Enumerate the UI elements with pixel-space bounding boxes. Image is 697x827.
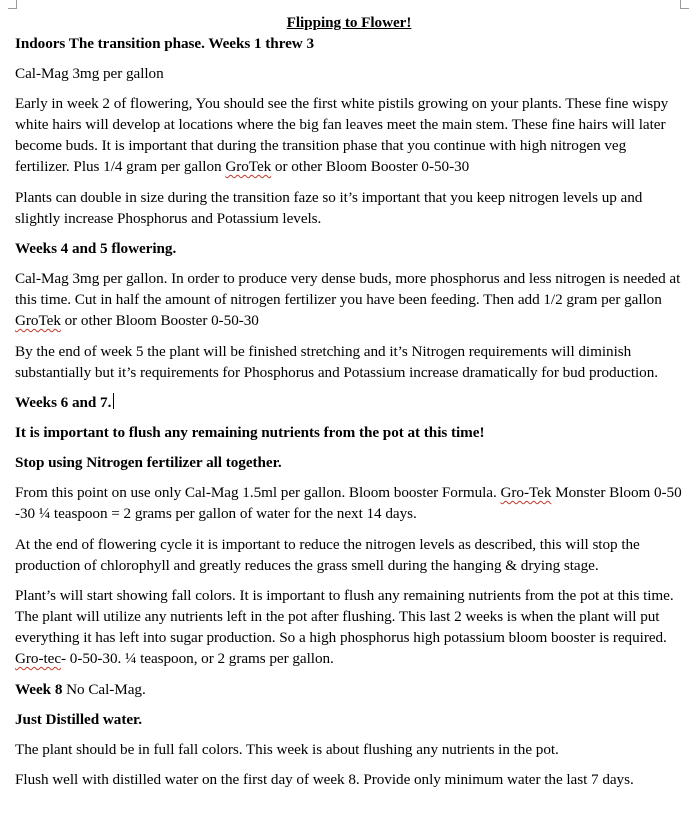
page-corner-mark-left <box>8 0 17 9</box>
document-body[interactable] <box>15 12 683 799</box>
spelling-flag-gro-tek: Gro-Tek <box>500 484 552 501</box>
paragraph-distilled-water: Just Distilled water. <box>15 710 143 728</box>
paragraph-week-8: Week 8 No Cal-Mag. <box>15 680 146 698</box>
paragraph-week-2-pistils: Early in week 2 of flowering, You should see the first white pistils growing on your plants. These fine wispy white hairs will develop at locations where the big fan leaves meet the main stem. These fine hairs will later become buds. It is important that during the transition phase that you continue with high nitrogen veg fertilizer. Plus 1/4 gram per gallon GroTek or other Bloom Booster 0-50-30 <box>15 95 669 175</box>
paragraph-calmag-3mg: Cal-Mag 3mg per gallon <box>15 65 164 82</box>
paragraph-week-5-stretching: By the end of week 5 the plant will be finished stretching and it’s Nitrogen requirements will diminish substantially but it’s requirements for Phosphorus and Potassium increase dramatically for bud production. <box>15 342 659 381</box>
paragraph-bloom-booster-formula: From this point on use only Cal-Mag 1.5ml per gallon. Bloom booster Formula. Gro-Tek Monster Bloom 0-50 -30 ¼ teaspoon = 2 grams per gallon of water for the next 14 days. <box>15 484 682 522</box>
paragraph-fall-colors: Plant’s will start showing fall colors. It is important to flush any remaining nutrients from the pot at this time. The plant will utilize any nutrients left in the pot after flushing. This last 2 weeks is when the plant will put everything it has left into sugar production. So a high phosphorus high potassium bloom booster is required. Gro-tec- 0-50-30. ¼ teaspoon, or 2 grams per gallon. <box>15 587 674 667</box>
paragraph-flush-warning: It is important to flush any remaining nutrients from the pot at this time! <box>15 424 485 441</box>
paragraph-dense-buds: Cal-Mag 3mg per gallon. In order to produce very dense buds, more phosphorus and less nitrogen is needed at this time. Cut in half the amount of nitrogen fertilizer you have been feeding. Then add 1/2 gram per gallon GroTek or other Bloom Booster 0-50-30 <box>15 270 681 329</box>
heading-weeks-1-3: Indoors The transition phase. Weeks 1 threw 3 <box>15 35 315 52</box>
paragraph-end-of-cycle: At the end of flowering cycle it is important to reduce the nitrogen levels as described, this will stop the production of chlorophyll and greatly reduces the grass smell during the hanging & drying stage. <box>15 535 640 574</box>
paragraph-full-fall-colors: The plant should be in full fall colors. This week is about flushing any nutrients in the pot. <box>15 740 559 758</box>
spelling-flag-grotek: GroTek <box>225 158 272 175</box>
spelling-flag-grotek: GroTek <box>15 312 61 329</box>
page-corner-mark-right <box>680 0 689 9</box>
heading-weeks-4-5: Weeks 4 and 5 flowering. <box>15 240 177 257</box>
heading-weeks-6-7: Weeks 6 and 7. <box>15 392 683 413</box>
paragraph-flush-distilled: Flush well with distilled water on the first day of week 8. Provide only minimum water the last 7 days. <box>15 770 634 788</box>
paragraph-transition-size: Plants can double in size during the transition faze so it’s important that you keep nitrogen levels up and slightly increase Phosphorus and Potassium levels. <box>15 188 643 227</box>
paragraph-stop-nitrogen: Stop using Nitrogen fertilizer all together. <box>15 454 282 471</box>
text-cursor <box>113 393 114 409</box>
document-title: Flipping to Flower! <box>286 14 412 31</box>
spelling-flag-gro-tec: Gro-tec <box>15 650 62 667</box>
